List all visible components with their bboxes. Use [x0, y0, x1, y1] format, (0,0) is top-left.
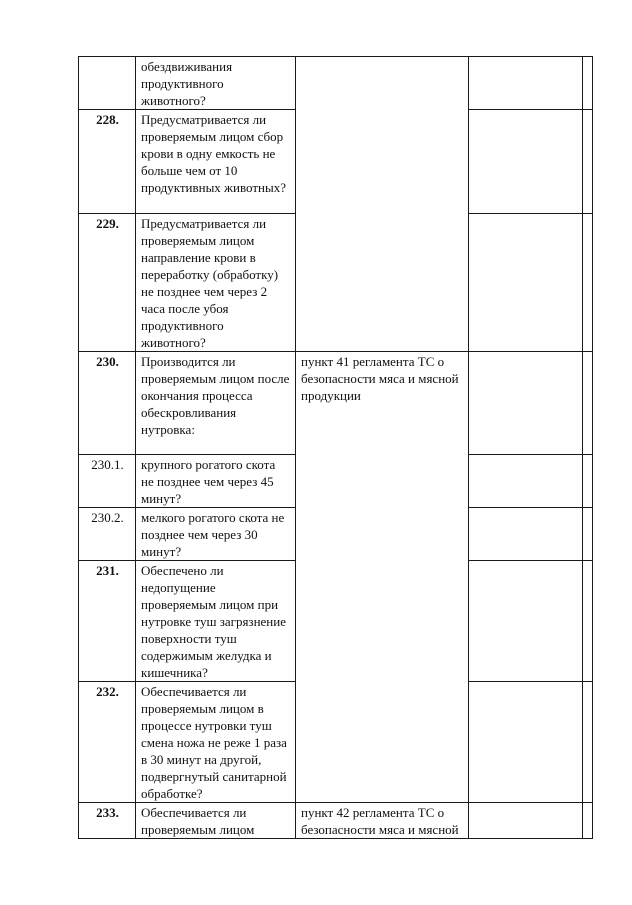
result-cell — [469, 682, 583, 803]
question-cell: обездвиживания продуктивного животного? — [136, 57, 296, 110]
row-number-cell: 230. — [79, 352, 136, 455]
notes-cell — [583, 561, 593, 682]
result-cell — [469, 352, 583, 455]
notes-cell — [583, 57, 593, 110]
row-number-cell: 230.2. — [79, 508, 136, 561]
question-cell: Обеспечивается ли проверяемым лицом — [136, 803, 296, 839]
row-number-cell: 230.1. — [79, 455, 136, 508]
reference-cell: пункт 42 регламента ТС о безопасности мяса и мясной — [296, 803, 469, 839]
result-cell — [469, 803, 583, 839]
row-number-cell: 233. — [79, 803, 136, 839]
row-number-cell: 231. — [79, 561, 136, 682]
question-cell: Предусматривается ли проверяемым лицом направление крови в переработку (обработку) не позднее чем через 2 часа после убоя продуктивного животного? — [136, 214, 296, 352]
result-cell — [469, 110, 583, 214]
table-row — [79, 803, 593, 839]
notes-cell — [583, 214, 593, 352]
question-cell: крупного рогатого скота не позднее чем через 45 минут? — [136, 455, 296, 508]
notes-cell — [583, 682, 593, 803]
notes-cell — [583, 352, 593, 455]
result-cell — [469, 561, 583, 682]
question-cell: Обеспечивается ли проверяемым лицом в процессе нутровки туш смена ножа не реже 1 раза в 30 минут на другой, подвергнутый санитарной обработке? — [136, 682, 296, 803]
row-number-cell: 232. — [79, 682, 136, 803]
question-cell: Производится ли проверяемым лицом после окончания процесса обескровливания нутровка: — [136, 352, 296, 455]
question-cell: мелкого рогатого скота не позднее чем через 30 минут? — [136, 508, 296, 561]
result-cell — [469, 455, 583, 508]
table-row — [79, 57, 593, 110]
row-number-cell: 229. — [79, 214, 136, 352]
notes-cell — [583, 508, 593, 561]
result-cell — [469, 508, 583, 561]
notes-cell — [583, 455, 593, 508]
reference-cell — [296, 57, 469, 352]
reference-cell: пункт 41 регламента ТС о безопасности мяса и мясной продукции — [296, 352, 469, 803]
checklist-table — [78, 56, 593, 839]
notes-cell — [583, 110, 593, 214]
row-number-cell: 228. — [79, 110, 136, 214]
question-cell: Обеспечено ли недопущение проверяемым лицом при нутровке туш загрязнение поверхности туш содержимым желудка и кишечника? — [136, 561, 296, 682]
table-row — [79, 352, 593, 455]
notes-cell — [583, 803, 593, 839]
question-cell: Предусматривается ли проверяемым лицом сбор крови в одну емкость не больше чем от 10 продуктивных животных? — [136, 110, 296, 214]
result-cell — [469, 57, 583, 110]
row-number-cell — [79, 57, 136, 110]
result-cell — [469, 214, 583, 352]
